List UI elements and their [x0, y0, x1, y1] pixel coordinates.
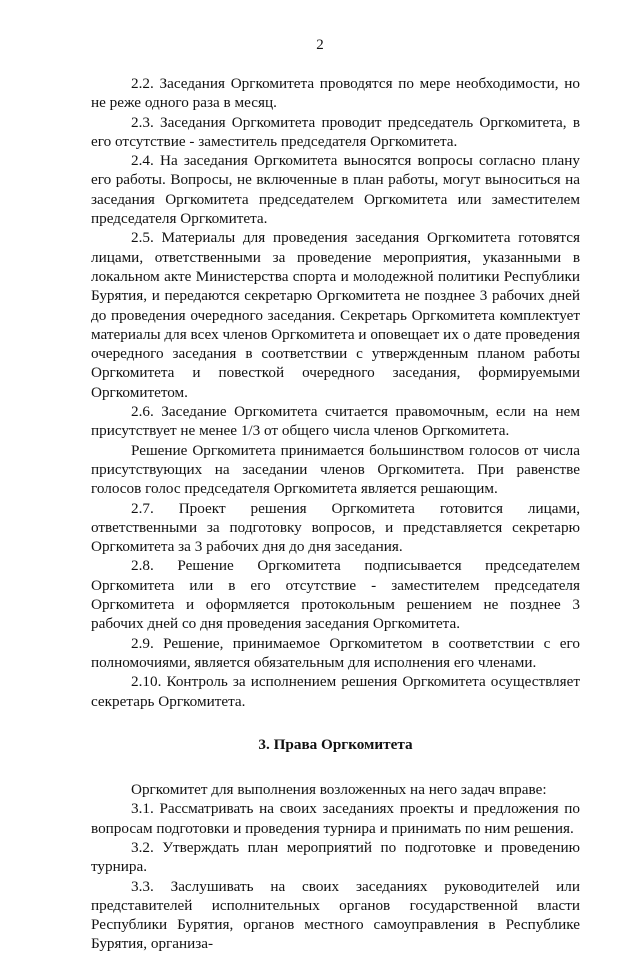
section-title: 3. Права Оргкомитета: [258, 735, 413, 753]
paragraph-2-10: 2.10. Контроль за исполнением решения Оргкомитета осуществляет секретарь Оргкомитета.: [91, 673, 580, 710]
page-number: 2: [316, 37, 324, 53]
paragraph-2-8: 2.8. Решение Оргкомитета подписывается председателем Оргкомитета или в его отсутствие - заместителем председателя Оргкомитета и оформляется протокольным решением не позднее 3 рабочих дней со дня проведения заседания Оргкомитета.: [91, 557, 580, 633]
paragraph-2-5: 2.5. Материалы для проведения заседания Оргкомитета готовятся лицами, ответственными за проведение мероприятия, указанными в локальном акте Министерства спорта и молодежной политики Республики Бурятия, и передаются секретарю Оргкомитета не позднее 3 рабочих дней до проведения очередного заседания. Секретарь Оргкомитета комплектует материалы для всех членов Оргкомитета и оповещает их о дате проведения очередного заседания в соответствии с утвержденным планом работы Оргкомитета и повесткой очередного заседания, формируемыми Оргкомитетом.: [91, 229, 580, 401]
paragraph-2-2: 2.2. Заседания Оргкомитета проводятся по мере необходимости, но не реже одного раза в месяц.: [91, 75, 580, 112]
paragraph-2-3: 2.3. Заседания Оргкомитета проводит председатель Оргкомитета, в его отсутствие - заместитель председателя Оргкомитета.: [91, 113, 580, 150]
document-body: [91, 74, 580, 954]
paragraph-rights-intro: Оргкомитет для выполнения возложенных на него задач вправе:: [131, 781, 547, 799]
paragraph-2-6: 2.6. Заседание Оргкомитета считается правомочным, если на нем присутствует не менее 1/3 от общего числа членов Оргкомитета.: [91, 403, 580, 440]
paragraph-3-3: 3.3. Заслушивать на своих заседаниях руководителей или представителей исполнительных органов государственной власти Республики Бурятия, органов местного самоуправления в Республике Бурятия, организа-: [91, 877, 580, 953]
paragraph-2-9: 2.9. Решение, принимаемое Оргкомитетом в соответствии с его полномочиями, является обязательным для исполнения его членами.: [91, 634, 580, 671]
paragraph-2-6-decision: Решение Оргкомитета принимается большинством голосов от числа присутствующих на заседании членов Оргкомитета. При равенстве голосов голос председателя Оргкомитета является решающим.: [91, 441, 580, 498]
paragraph-2-4: 2.4. На заседания Оргкомитета выносятся вопросы согласно плану его работы. Вопросы, не включенные в план работы, могут выноситься на заседания Оргкомитета председателем Оргкомитета или заместителем председателя Оргкомитета.: [91, 152, 580, 228]
paragraph-3-1: 3.1. Рассматривать на своих заседаниях проекты и предложения по вопросам подготовки и проведения турнира и принимать по ним решения.: [91, 800, 580, 837]
paragraph-2-7: 2.7. Проект решения Оргкомитета готовится лицами, ответственными за подготовку вопросов, и представляется секретарю Оргкомитета за 3 рабочих дня до дня заседания.: [91, 499, 580, 556]
paragraph-3-2: 3.2. Утверждать план мероприятий по подготовке и проведению турнира.: [91, 838, 580, 876]
